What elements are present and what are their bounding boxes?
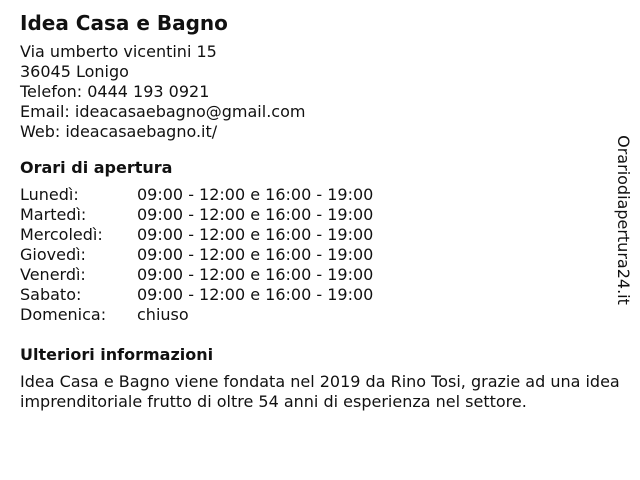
info-text: Idea Casa e Bagno viene fondata nel 2019 da Rino Tosi, grazie ad una idea imprenditoriale frutto di oltre 54 anni di esperienza nel settore. <box>20 372 620 411</box>
hours-row-monday <box>20 185 620 205</box>
address-line: Via umberto vicentini 15 <box>20 42 217 61</box>
hours-row-wednesday <box>20 225 620 245</box>
day-label: Sabato: <box>20 285 82 304</box>
time-range: 09:00 - 12:00 e 16:00 - 19:00 <box>137 185 374 204</box>
web-line: Web: ideacasaebagno.it/ <box>20 122 218 141</box>
additional-info <box>20 345 620 412</box>
day-label: Giovedì: <box>20 245 86 264</box>
day-label: Lunedì: <box>20 185 79 204</box>
phone-line: Telefon: 0444 193 0921 <box>20 82 210 101</box>
contact-block <box>20 42 620 142</box>
info-title: Ulteriori informazioni <box>20 345 214 364</box>
time-range: 09:00 - 12:00 e 16:00 - 19:00 <box>137 285 374 304</box>
opening-hours <box>20 158 620 325</box>
time-range: chiuso <box>137 305 189 324</box>
site-watermark: Orariodiapertura24.it <box>614 135 633 305</box>
day-label: Domenica: <box>20 305 107 324</box>
hours-row-thursday <box>20 245 620 265</box>
hours-row-tuesday <box>20 205 620 225</box>
business-card <box>20 10 620 412</box>
day-label: Martedì: <box>20 205 87 224</box>
hours-title: Orari di apertura <box>20 158 173 177</box>
day-label: Venerdì: <box>20 265 86 284</box>
business-name: Idea Casa e Bagno <box>20 11 228 35</box>
time-range: 09:00 - 12:00 e 16:00 - 19:00 <box>137 265 374 284</box>
city-line: 36045 Lonigo <box>20 62 129 81</box>
email-line: Email: ideacasaebagno@gmail.com <box>20 102 306 121</box>
hours-row-saturday <box>20 285 620 305</box>
time-range: 09:00 - 12:00 e 16:00 - 19:00 <box>137 205 374 224</box>
day-label: Mercoledì: <box>20 225 103 244</box>
time-range: 09:00 - 12:00 e 16:00 - 19:00 <box>137 225 374 244</box>
time-range: 09:00 - 12:00 e 16:00 - 19:00 <box>137 245 374 264</box>
hours-row-sunday <box>20 305 620 325</box>
hours-row-friday <box>20 265 620 285</box>
